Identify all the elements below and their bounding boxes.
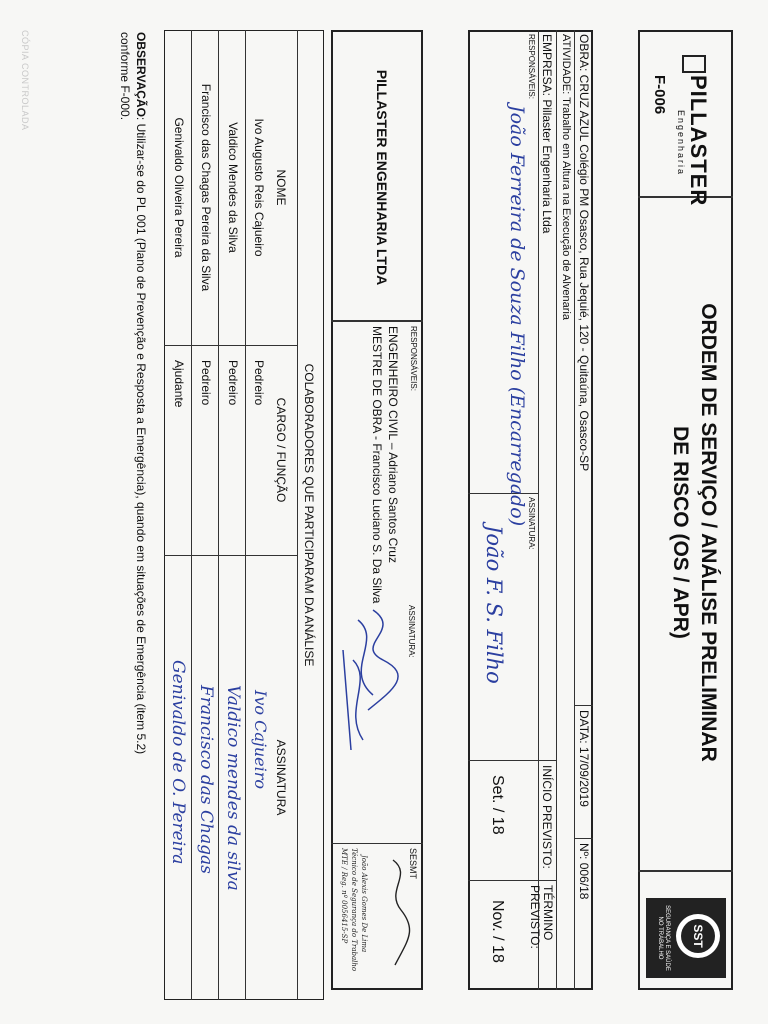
date-field: DATA: 17/09/2019	[577, 710, 591, 807]
observation-label: OBSERVAÇÃO	[134, 32, 148, 117]
col-header-role: CARGO / FUNÇÃO	[274, 397, 288, 503]
form-code: F-006	[651, 75, 668, 115]
company-field: EMPRESA: Pillaster Engenharia Ltda	[540, 34, 554, 234]
company-signatures	[331, 600, 413, 845]
page-title-line2: DE RISCO (OS / APR)	[669, 426, 692, 639]
observation-text	[134, 32, 148, 754]
number-field: Nº: 006/18	[577, 843, 591, 900]
pillaster-logo-icon	[682, 55, 706, 73]
sesmt-signature	[383, 855, 413, 985]
foreman-line: MESTRE DE OBRA - Francisco Luciano S. Da Silva	[370, 326, 384, 604]
col-header-name: NOME	[274, 169, 288, 206]
sesmt-stamp-line1: João Alexis Gomes De Lima	[360, 855, 368, 953]
sesmt-stamp-line2: Técnico de Segurança do Trabalho	[350, 848, 358, 972]
signature-label: ASSINATURA:	[527, 497, 536, 550]
activity-field: ATIVIDADE: Trabalho em Altura na Execução de Alvenaria	[560, 34, 572, 320]
row-name: Genivaldo Oliveira Pereira	[172, 117, 186, 258]
sst-caption: SEGURANÇA E SAÚDE NO TRABALHO	[657, 905, 670, 971]
row-role: Pedreiro	[226, 360, 240, 406]
row-signature: Valdico mendes da silva	[223, 685, 243, 891]
sst-logo-icon	[676, 914, 720, 958]
row-role: Ajudante	[172, 360, 186, 408]
sesmt-stamp-line3: MTE / Reg. nº 0056415-SP	[340, 848, 348, 944]
sesmt-label: SESMT	[408, 848, 418, 880]
observation-body: : Utilizar-se do PL 001 (Plano de Prevenção e Resposta a Emergência), quando em situações de Emergência (item 5.2)	[134, 116, 148, 755]
engineer-line: ENGENHEIRO CIVIL – Adriano Santos Cruz	[386, 326, 400, 563]
observation-text-line2: conforme F-000.	[118, 32, 132, 121]
col-header-signature: ASSINATURA	[274, 739, 288, 816]
page-title: ORDEM DE SERVIÇO / ANÁLISE PRELIMINAR	[697, 303, 720, 762]
row-role: Pedreiro	[252, 360, 266, 406]
row-signature: Genivaldo de O. Pereira	[168, 660, 188, 865]
row-name: Ivo Augusto Reis Cajueiro	[252, 118, 266, 257]
row-signature: Ivo Cajueiro	[251, 690, 270, 789]
row-signature: Francisco das Chagas	[196, 685, 216, 874]
row-role: Pedreiro	[199, 360, 213, 406]
company-name: PILLASTER ENGENHARIA LTDA	[374, 69, 390, 286]
sst-badge-text: SST	[681, 919, 715, 953]
responsible-label: RESPONSÁVEIS:	[527, 34, 536, 99]
collaborators-title: COLABORADORES QUE PARTICIPARAM DA ANÁLISE	[302, 363, 316, 667]
obra-field: OBRA: CRUZ AZUL Colégio PM Osasco, Rua Jequié, 120 - Quitaúna, Osasco-SP	[577, 34, 591, 472]
row-name: Valdico Mendes da Silva	[226, 122, 240, 253]
start-label: INÍCIO PREVISTO:	[540, 765, 554, 869]
end-label: TÉRMINO PREVISTO:	[528, 885, 555, 949]
responsibles-label: RESPONSÁVEIS:	[409, 326, 418, 391]
end-value: Nov. / 18	[489, 900, 506, 963]
row-name: Francisco das Chagas Pereira da Silva	[199, 83, 213, 292]
start-value: Set. / 18	[489, 775, 506, 835]
collaborators-table	[164, 30, 324, 1000]
logo-subtitle: Engenharia	[676, 110, 686, 177]
company-signature-label: ASSINATURA:	[407, 605, 416, 658]
watermark-text: CÓPIA CONTROLADA	[20, 30, 30, 131]
logo-name: PILLASTER	[686, 75, 711, 207]
responsible-handwriting: João Ferreira de Souza Filho (Encarregado)	[506, 105, 528, 527]
responsible-signature: João F. S. Filho	[482, 525, 506, 684]
sst-badge	[646, 898, 726, 978]
